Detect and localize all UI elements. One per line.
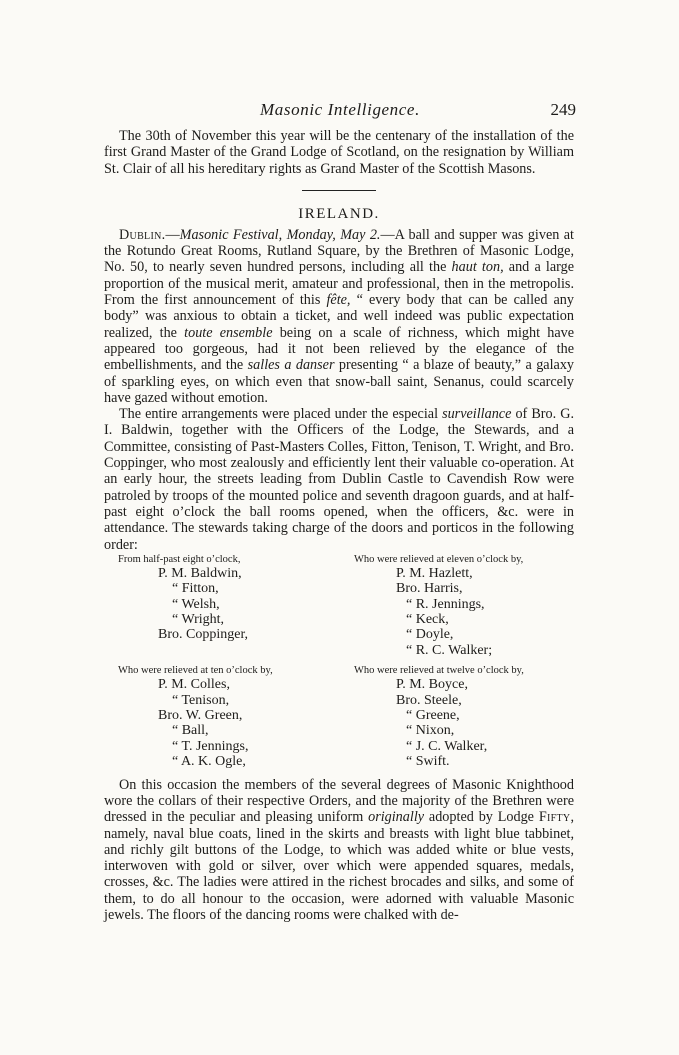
section-divider (302, 190, 376, 191)
italic-phrase: originally (368, 809, 425, 826)
italic-phrase: haut ton, (451, 259, 504, 276)
list-heading: Who were relieved at twelve o’clock by, (354, 665, 524, 677)
steward-name: P. M. Colles, (158, 677, 230, 693)
text-run: adopted by Lodge (424, 809, 539, 826)
stewards-group-2 (340, 553, 574, 664)
text-run: The entire arrangements were placed under the especial (119, 406, 443, 423)
steward-name: “ T. Jennings, (172, 738, 249, 754)
intro-paragraph: The 30th of November this year will be the centenary of the installation of the first Grand Master of the Grand Lodge of Scotland, on the resignation by William St. Clair of all his hereditary rights as Grand Master of the Scottish Masons. (104, 128, 574, 177)
text-run: “ every body that can be called any body” was anxious to obtain a ticket, and well indeed was public expectation realized, the (104, 292, 574, 341)
arrangements-paragraph (104, 406, 574, 553)
steward-name: Bro. Harris, (396, 581, 463, 597)
steward-name: “ Welsh, (172, 596, 220, 612)
italic-phrase: fête, (326, 292, 351, 309)
text-run: and a large proportion of the musical merit, amateur and professional, then in the metropolis. From the first announcement of this (104, 259, 574, 309)
steward-name: “ Doyle, (406, 627, 454, 643)
italic-phrase: toute ensemble (184, 324, 273, 341)
steward-name: “ Tenison, (172, 692, 230, 708)
stewards-group-4 (340, 664, 574, 775)
body-text (104, 128, 574, 923)
steward-name: “ R. C. Walker; (406, 642, 493, 658)
text-run: On this occasion the members of the several degrees of Masonic Knighthood wore the collars of their respective Orders, and the majority of the Brethren were dressed in the peculiar and pleasing uniform (104, 776, 574, 826)
stewards-group-3 (104, 664, 340, 775)
steward-name: P. M. Boyce, (396, 677, 468, 693)
steward-name: P. M. Hazlett, (396, 565, 473, 581)
steward-name: “ Keck, (406, 612, 449, 628)
steward-name: Bro. W. Green, (158, 708, 243, 724)
steward-name: Bro. Coppinger, (158, 627, 249, 643)
steward-name: “ Swift. (406, 754, 450, 770)
stewards-lists (104, 553, 574, 776)
text-run: of Bro. G. I. Baldwin, together with the Officers of the Lodge, the Stewards, and a Committee, consisting of Past-Masters Colles, Fitton, Tenison, T. Wright, and Bro. Coppinger, who most zealously and efficiently lent their valuable co-operation. At an early hour, the streets leading from Dublin Castle to Cavendish Row were patroled by troops of the mounted police and seventh dragoon guards, and at half-past eight o’clock the ball rooms opened, when the officers, &c. were in attendance. The stewards taking charge of the doors and porticos in the following order: (104, 406, 574, 553)
event-title: Masonic Festival, Monday, May 2. (179, 226, 381, 243)
text-run: —A ball and supper was given at the Rotundo Great Rooms, Rutland Square, by the Brethren of Masonic Lodge, No. 50, to nearly seven hundred persons, including all the (104, 226, 574, 276)
list-heading: Who were relieved at eleven o’clock by, (354, 553, 524, 565)
regalia-paragraph (104, 777, 574, 924)
lodge-name: Fifty (538, 809, 571, 826)
stewards-group-1 (104, 553, 340, 664)
text-run: , namely, naval blue coats, lined in the skirts and breasts with light blue tabbinet, and richly gilt buttons of the Lodge, to which was added white or blue vests, interwoven with gold or silver, over which were appended squares, medals, crosses, &c. The ladies were attired in the richest brocades and silks, and some of them, to do all honour to the occasion, were adorned with valuable Masonic jewels. The floors of the dancing rooms were chalked with de- (104, 809, 575, 924)
steward-name: “ Greene, (406, 708, 460, 724)
place-name: Dublin. (119, 226, 166, 243)
steward-name: “ Fitton, (172, 581, 219, 597)
section-heading: IRELAND. (298, 205, 380, 222)
running-title: Masonic Intelligence. (260, 100, 420, 119)
page-header (104, 100, 576, 122)
text-run: presenting “ a blaze of beauty,” a galaxy of sparkling eyes, on which even that snow-ball saint, Senanus, could scarcely have gazed without emotion. (104, 357, 575, 406)
text-run: being on a scale of richness, which might have appeared too gorgeous, had it not been relieved by the elegance of the embellishments, and the (104, 324, 575, 374)
list-heading: From half-past eight o’clock, (118, 553, 241, 565)
steward-name: “ R. Jennings, (406, 596, 485, 612)
italic-phrase: salles a danser (247, 357, 335, 374)
dash: — (165, 226, 180, 243)
list-heading: Who were relieved at ten o’clock by, (118, 665, 273, 677)
steward-name: “ Wright, (172, 612, 225, 628)
steward-name: “ J. C. Walker, (406, 738, 488, 754)
steward-name: “ Ball, (172, 723, 209, 739)
steward-name: Bro. Steele, (396, 692, 462, 708)
festival-paragraph (104, 227, 574, 406)
page-number: 249 (550, 100, 576, 119)
steward-name: P. M. Baldwin, (158, 565, 242, 581)
steward-name: “ Nixon, (406, 723, 455, 739)
italic-phrase: surveillance (442, 406, 512, 423)
steward-name: “ A. K. Ogle, (172, 754, 246, 770)
